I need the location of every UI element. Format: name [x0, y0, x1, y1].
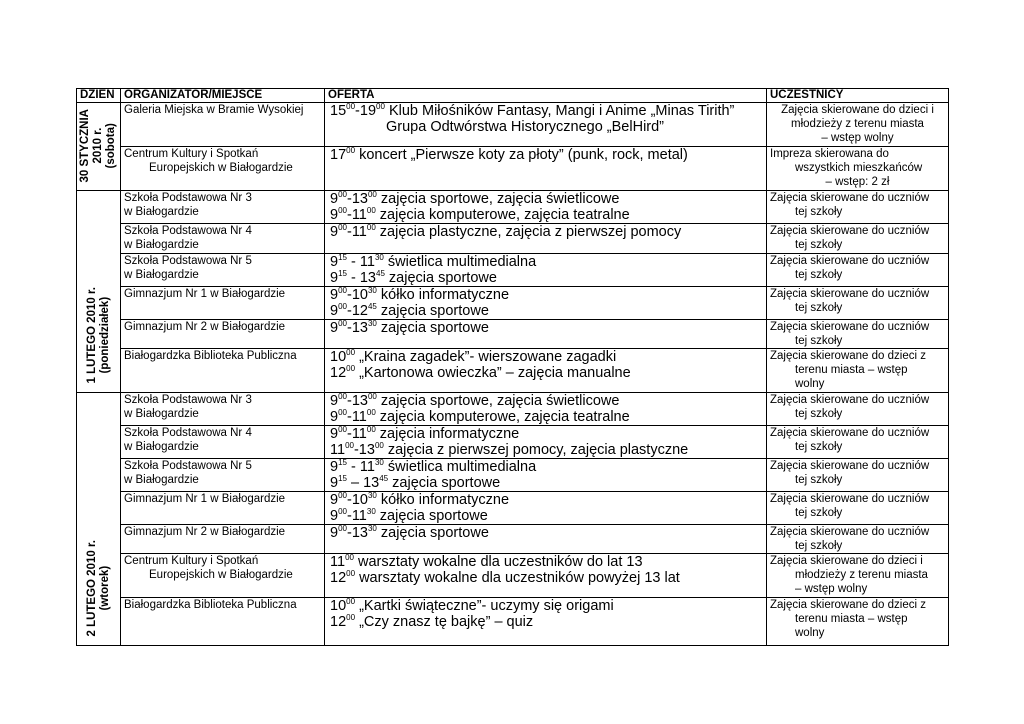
offer-cell	[325, 393, 767, 426]
time-sup: 00	[366, 408, 376, 418]
organizer-name: Szkoła Podstawowa Nr 4	[124, 225, 252, 237]
offer-text: zajęcia sportowe, zajęcia świetlicowe	[376, 393, 620, 409]
time: – 13	[346, 475, 380, 491]
participants-text: – wstęp: 2 zł	[825, 176, 890, 188]
participants-cell	[767, 459, 949, 492]
time-sup: 30	[366, 507, 376, 517]
time: 9	[330, 207, 339, 223]
organizer-cell	[121, 459, 325, 492]
participants-cell	[767, 224, 949, 254]
time: 9	[330, 409, 339, 425]
organizer-name: Szkoła Podstawowa Nr 4	[124, 427, 252, 439]
offer-cell	[325, 492, 767, 525]
organizer-name: Białogardzka Biblioteka Publiczna	[124, 350, 297, 362]
time-sup: 30	[367, 286, 377, 296]
day-label: 1 LUTEGO 2010 r.	[85, 287, 98, 384]
header-day: DZIEN	[77, 89, 121, 103]
organizer-name: Gimnazjum Nr 1 w Białogardzie	[124, 493, 286, 505]
time: 12	[330, 614, 347, 630]
offer-text: zajęcia sportowe	[376, 525, 489, 541]
time: 9	[330, 393, 339, 409]
offer-cell	[325, 426, 767, 459]
time-sup: 15	[338, 458, 347, 468]
organizer-cell	[121, 349, 325, 393]
participants-text: Zajęcia skierowane do dzieci i	[770, 555, 923, 567]
time-sup: 00	[346, 146, 356, 156]
time: 9	[330, 492, 339, 508]
time-sup: 00	[338, 425, 347, 435]
organizer-name: Gimnazjum Nr 2 w Białogardzie	[124, 526, 286, 538]
time-sup: 00	[346, 102, 356, 112]
header-organizer: ORGANIZATOR/MIEJSCE	[121, 89, 325, 103]
organizer-place: w Białogardzie	[124, 269, 199, 281]
organizer-name: Szkoła Podstawowa Nr 3	[124, 394, 252, 406]
table-row	[77, 459, 949, 492]
time: 17	[330, 147, 347, 163]
table-row	[77, 320, 949, 349]
participants-text: młodzieży z terenu miasta	[791, 118, 924, 130]
organizer-name: Szkoła Podstawowa Nr 3	[124, 192, 252, 204]
events-table	[76, 88, 949, 646]
offer-text: warsztaty wokalne dla uczestników do lat 13	[353, 554, 643, 570]
participants-text: Zajęcia skierowane do uczniów	[770, 288, 930, 300]
offer-cell	[325, 287, 767, 320]
offer-cell	[325, 598, 767, 646]
participants-cell	[767, 191, 949, 224]
organizer-cell	[121, 525, 325, 554]
time: 9	[330, 254, 339, 270]
time: -13	[346, 320, 368, 336]
participants-text: Zajęcia skierowane do dzieci z	[770, 350, 926, 362]
day-cell-1	[77, 103, 121, 191]
participants-text: wolny	[795, 627, 825, 639]
time: 12	[330, 365, 347, 381]
participants-cell	[767, 492, 949, 525]
organizer-place: Europejskich w Białogardzie	[149, 162, 293, 174]
offer-text: „Kraina zagadek”- wierszowane zagadki	[355, 349, 617, 365]
participants-text: wolny	[795, 378, 825, 390]
time-sup: 00	[366, 425, 376, 435]
time-sup: 15	[338, 474, 347, 484]
table-row	[77, 191, 949, 224]
time: -13	[346, 393, 368, 409]
offer-cell	[325, 224, 767, 254]
day-cell-3	[77, 393, 121, 646]
offer-cell	[325, 147, 767, 191]
organizer-cell	[121, 147, 325, 191]
time-sup: 00	[346, 597, 356, 607]
header-row	[77, 89, 949, 103]
time: 15	[330, 103, 347, 119]
participants-cell	[767, 254, 949, 287]
participants-text: Zajęcia skierowane do dzieci i	[781, 104, 934, 116]
time: - 13	[346, 270, 376, 286]
participants-text: tej szkoły	[795, 507, 843, 519]
offer-text: warsztaty wokalne dla uczestników powyżej 13 lat	[355, 570, 680, 586]
offer-text: zajęcia informatyczne	[375, 426, 520, 442]
time: -11	[346, 224, 367, 240]
participants-cell	[767, 393, 949, 426]
offer-cell	[325, 349, 767, 393]
organizer-cell	[121, 320, 325, 349]
organizer-name: Gimnazjum Nr 1 w Białogardzie	[124, 288, 286, 300]
time: -12	[346, 303, 368, 319]
offer-text: zajęcia plastyczne, zajęcia z pierwszej pomocy	[375, 224, 682, 240]
offer-text: świetlica multimedialna	[383, 254, 537, 270]
offer-cell	[325, 191, 767, 224]
participants-cell	[767, 598, 949, 646]
time-sup: 45	[376, 269, 385, 279]
participants-cell	[767, 349, 949, 393]
offer-text: „Kartki świąteczne”- uczymy się origami	[355, 598, 614, 614]
time: -10	[346, 287, 368, 303]
time: -13	[346, 191, 368, 207]
time-sup: 00	[338, 286, 347, 296]
time-sup: 00	[338, 491, 347, 501]
offer-text: kółko informatyczne	[376, 492, 510, 508]
time-sup: 15	[338, 253, 347, 263]
time: 9	[330, 426, 339, 442]
time-sup: 00	[345, 441, 354, 451]
offer-cell	[325, 525, 767, 554]
time: -13	[346, 525, 368, 541]
time: 11	[330, 554, 346, 570]
time-sup: 00	[367, 190, 377, 200]
time: -19	[355, 103, 377, 119]
participants-cell	[767, 320, 949, 349]
time-sup: 30	[367, 524, 377, 534]
table-row	[77, 598, 949, 646]
time: 9	[330, 270, 339, 286]
organizer-place: w Białogardzie	[124, 441, 199, 453]
time-sup: 00	[338, 507, 347, 517]
time: 9	[330, 459, 339, 475]
time-sup: 00	[346, 364, 356, 374]
time: -13	[353, 442, 375, 458]
participants-text: Zajęcia skierowane do uczniów	[770, 394, 930, 406]
time-sup: 15	[338, 269, 347, 279]
time: 9	[330, 475, 339, 491]
table-row	[77, 393, 949, 426]
participants-cell	[767, 426, 949, 459]
time: 10	[330, 349, 347, 365]
offer-cell	[325, 103, 767, 147]
time: - 11	[346, 459, 375, 475]
time-sup: 30	[367, 319, 377, 329]
table-row	[77, 554, 949, 598]
table-row	[77, 349, 949, 393]
offer-cell	[325, 554, 767, 598]
participants-cell	[767, 287, 949, 320]
time-sup: 00	[366, 223, 376, 233]
offer-text: Grupa Odtwórstwa Historycznego „BelHird”	[386, 119, 665, 135]
time: 9	[330, 525, 339, 541]
day-weekday: (poniedziałek)	[98, 297, 111, 375]
offer-text: kółko informatyczne	[376, 287, 510, 303]
offer-text: „Czy znasz tę bajkę” – quiz	[355, 614, 534, 630]
time-sup: 30	[374, 253, 384, 263]
time: 9	[330, 191, 339, 207]
organizer-cell	[121, 224, 325, 254]
offer-text: zajęcia sportowe	[376, 320, 489, 336]
participants-text: Zajęcia skierowane do uczniów	[770, 427, 930, 439]
time: 9	[330, 508, 339, 524]
offer-text: zajęcia sportowe	[384, 270, 497, 286]
time-sup: 00	[338, 206, 347, 216]
offer-text: zajęcia komputerowe, zajęcia teatralne	[375, 207, 630, 223]
offer-text: „Kartonowa owieczka” – zajęcia manualne	[355, 365, 631, 381]
participants-text: Zajęcia skierowane do uczniów	[770, 192, 930, 204]
time: -11	[346, 508, 367, 524]
organizer-cell	[121, 492, 325, 525]
time: 12	[330, 570, 347, 586]
day-weekday: (wtorek)	[98, 566, 111, 612]
offer-text: zajęcia z pierwszej pomocy, zajęcia plastyczne	[383, 442, 689, 458]
participants-text: Impreza skierowana do	[770, 148, 889, 160]
offer-text: Klub Miłośników Fantasy, Mangi i Anime „Minas Tirith”	[384, 103, 735, 119]
organizer-name: Galeria Miejska w Bramie Wysokiej	[124, 104, 304, 116]
organizer-place: Europejskich w Białogardzie	[149, 569, 293, 581]
time: 11	[330, 442, 346, 458]
participants-text: młodzieży z terenu miasta	[795, 569, 928, 581]
participants-text: – wstęp wolny	[795, 583, 868, 595]
day-cell-2	[77, 191, 121, 393]
time-sup: 00	[366, 206, 376, 216]
table-row	[77, 287, 949, 320]
table-row	[77, 147, 949, 191]
participants-text: tej szkoły	[795, 441, 843, 453]
participants-text: tej szkoły	[795, 408, 843, 420]
offer-text: zajęcia sportowe, zajęcia świetlicowe	[376, 191, 620, 207]
organizer-name: Centrum Kultury i Spotkań	[124, 555, 259, 567]
organizer-name: Szkoła Podstawowa Nr 5	[124, 255, 252, 267]
participants-cell	[767, 554, 949, 598]
time-sup: 00	[345, 553, 354, 563]
time: 9	[330, 303, 339, 319]
participants-text: tej szkoły	[795, 302, 843, 314]
organizer-cell	[121, 598, 325, 646]
day-year: 2010 r.	[92, 127, 104, 164]
participants-text: terenu miasta – wstęp	[795, 613, 908, 625]
participants-text: tej szkoły	[795, 206, 843, 218]
time: - 11	[346, 254, 375, 270]
table-row	[77, 426, 949, 459]
time: 10	[330, 598, 347, 614]
organizer-cell	[121, 191, 325, 224]
organizer-cell	[121, 103, 325, 147]
offer-text: zajęcia sportowe	[375, 508, 488, 524]
participants-text: Zajęcia skierowane do uczniów	[770, 321, 930, 333]
organizer-name: Centrum Kultury i Spotkań	[124, 148, 259, 160]
organizer-cell	[121, 426, 325, 459]
participants-text: Zajęcia skierowane do uczniów	[770, 225, 930, 237]
time-sup: 00	[338, 392, 347, 402]
participants-cell	[767, 103, 949, 147]
participants-text: tej szkoły	[795, 540, 843, 552]
day-label: 30 STYCZNIA	[79, 108, 91, 182]
time-sup: 00	[374, 441, 384, 451]
participants-text: terenu miasta – wstęp	[795, 364, 908, 376]
participants-text: – wstęp wolny	[821, 132, 894, 144]
offer-cell	[325, 320, 767, 349]
organizer-cell	[121, 287, 325, 320]
time-sup: 00	[376, 102, 385, 112]
offer-cell	[325, 459, 767, 492]
participants-text: Zajęcia skierowane do uczniów	[770, 255, 930, 267]
time: 9	[330, 320, 339, 336]
time-sup: 00	[338, 524, 347, 534]
participants-cell	[767, 525, 949, 554]
participants-text: tej szkoły	[795, 335, 843, 347]
participants-text: Zajęcia skierowane do uczniów	[770, 493, 930, 505]
offer-text: zajęcia sportowe	[376, 303, 489, 319]
table-row	[77, 525, 949, 554]
table-row	[77, 224, 949, 254]
time-sup: 00	[346, 569, 356, 579]
header-offer: OFERTA	[325, 89, 767, 103]
time: -11	[346, 207, 367, 223]
organizer-place: w Białogardzie	[124, 206, 199, 218]
offer-cell	[325, 254, 767, 287]
organizer-name: Gimnazjum Nr 2 w Białogardzie	[124, 321, 286, 333]
offer-text: zajęcia sportowe	[388, 475, 501, 491]
participants-text: tej szkoły	[795, 269, 843, 281]
time-sup: 00	[346, 348, 356, 358]
time-sup: 00	[346, 613, 356, 623]
organizer-place: w Białogardzie	[124, 239, 199, 251]
time-sup: 30	[374, 458, 384, 468]
organizer-name: Szkoła Podstawowa Nr 5	[124, 460, 252, 472]
day-label: 2 LUTEGO 2010 r.	[85, 540, 98, 637]
participants-text: Zajęcia skierowane do uczniów	[770, 526, 930, 538]
time-sup: 00	[338, 319, 347, 329]
header-participants: UCZESTNICY	[767, 89, 949, 103]
table-row	[77, 254, 949, 287]
organizer-place: w Białogardzie	[124, 408, 199, 420]
organizer-cell	[121, 393, 325, 426]
time-sup: 45	[379, 474, 389, 484]
organizer-place: w Białogardzie	[124, 474, 199, 486]
offer-text: zajęcia komputerowe, zajęcia teatralne	[375, 409, 630, 425]
time-sup: 45	[367, 302, 377, 312]
participants-text: tej szkoły	[795, 474, 843, 486]
table-row	[77, 492, 949, 525]
day-weekday: (sobota)	[105, 122, 117, 168]
time-sup: 30	[367, 491, 377, 501]
organizer-cell	[121, 554, 325, 598]
offer-text: koncert „Pierwsze koty za płoty” (punk, rock, metal)	[355, 147, 688, 163]
time: 9	[330, 224, 339, 240]
participants-text: Zajęcia skierowane do uczniów	[770, 460, 930, 472]
participants-cell	[767, 147, 949, 191]
table-row	[77, 103, 949, 147]
time-sup: 00	[338, 190, 347, 200]
time-sup: 00	[338, 223, 347, 233]
organizer-cell	[121, 254, 325, 287]
time: 9	[330, 287, 339, 303]
organizer-name: Białogardzka Biblioteka Publiczna	[124, 599, 297, 611]
participants-text: tej szkoły	[795, 239, 843, 251]
time: -10	[346, 492, 368, 508]
participants-text: Zajęcia skierowane do dzieci z	[770, 599, 926, 611]
participants-text: wszystkich mieszkańców	[795, 162, 923, 174]
time-sup: 00	[367, 392, 377, 402]
time: -11	[346, 409, 367, 425]
offer-text: świetlica multimedialna	[383, 459, 537, 475]
time-sup: 00	[338, 408, 347, 418]
time: -11	[346, 426, 367, 442]
time-sup: 00	[338, 302, 347, 312]
